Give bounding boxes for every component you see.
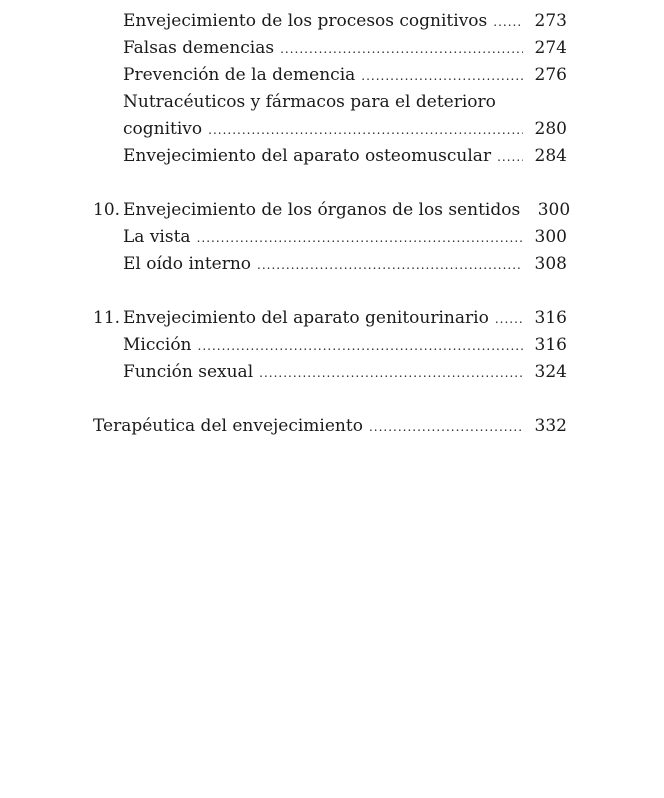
toc-entry-page: 276 [534, 65, 567, 85]
dot-leader [197, 225, 523, 252]
toc-chapter-title-group [93, 305, 489, 332]
toc-entry [93, 224, 567, 251]
section-gap [93, 170, 567, 197]
toc-entry-page: 300 [537, 200, 571, 220]
table-of-contents [93, 8, 571, 440]
toc-entry-title: Función sexual [123, 362, 254, 382]
toc-entry-page: 324 [534, 362, 567, 382]
toc-entry-title: La vista [123, 227, 191, 247]
toc-entry-page: 308 [534, 254, 567, 274]
chapter-number: 11. [93, 308, 121, 328]
toc-entry-page: 316 [534, 308, 567, 328]
toc-entry-page: 316 [534, 335, 567, 355]
dot-leader [257, 252, 523, 279]
toc-final-entry [93, 413, 567, 440]
toc-entry-title-line1: Nutracéuticos y fármacos para el deterioro [123, 92, 496, 112]
chapter-number: 10. [93, 200, 121, 220]
toc-entry [93, 143, 567, 170]
chapter-title: Envejecimiento de los órganos de los sentidos [123, 200, 521, 220]
toc-entry-title: Prevención de la demencia [123, 65, 356, 85]
toc-entry-title: Envejecimiento del aparato osteomuscular [123, 146, 492, 166]
toc-entry [93, 62, 567, 89]
dot-leader [369, 414, 523, 441]
dot-leader [493, 9, 523, 36]
toc-chapter-entry [93, 305, 567, 332]
toc-entry [93, 251, 567, 278]
toc-entry-page: 280 [534, 119, 567, 139]
toc-entry-title-line2: cognitivo [123, 119, 203, 139]
section-gap [93, 278, 567, 305]
toc-entry [93, 116, 567, 143]
dot-leader [497, 144, 523, 171]
toc-chapter-title-group [93, 197, 520, 224]
toc-entry-page: 332 [534, 416, 567, 436]
toc-entry-page: 274 [534, 38, 567, 58]
toc-entry [93, 8, 567, 35]
toc-entry-page: 273 [534, 11, 567, 31]
toc-entry-title: Envejecimiento de los procesos cognitivos [123, 11, 488, 31]
toc-entry [93, 332, 567, 359]
toc-chapter-entry [93, 197, 571, 224]
dot-leader [208, 117, 523, 144]
toc-entry-page: 284 [534, 146, 567, 166]
dot-leader [259, 360, 523, 387]
toc-entry-title: El oído interno [123, 254, 252, 274]
toc-entry-title: Falsas demencias [123, 38, 275, 58]
toc-entry-title: Terapéutica del envejecimiento [93, 416, 363, 436]
toc-entry-page: 300 [534, 227, 567, 247]
toc-entry-title: Micción [123, 335, 192, 355]
section-gap [93, 386, 567, 413]
dot-leader [361, 63, 523, 90]
toc-entry [93, 359, 567, 386]
chapter-title: Envejecimiento del aparato genitourinario [123, 308, 489, 328]
dot-leader [198, 333, 523, 360]
toc-entry [93, 35, 567, 62]
dot-leader [495, 306, 523, 333]
dot-leader [280, 36, 523, 63]
